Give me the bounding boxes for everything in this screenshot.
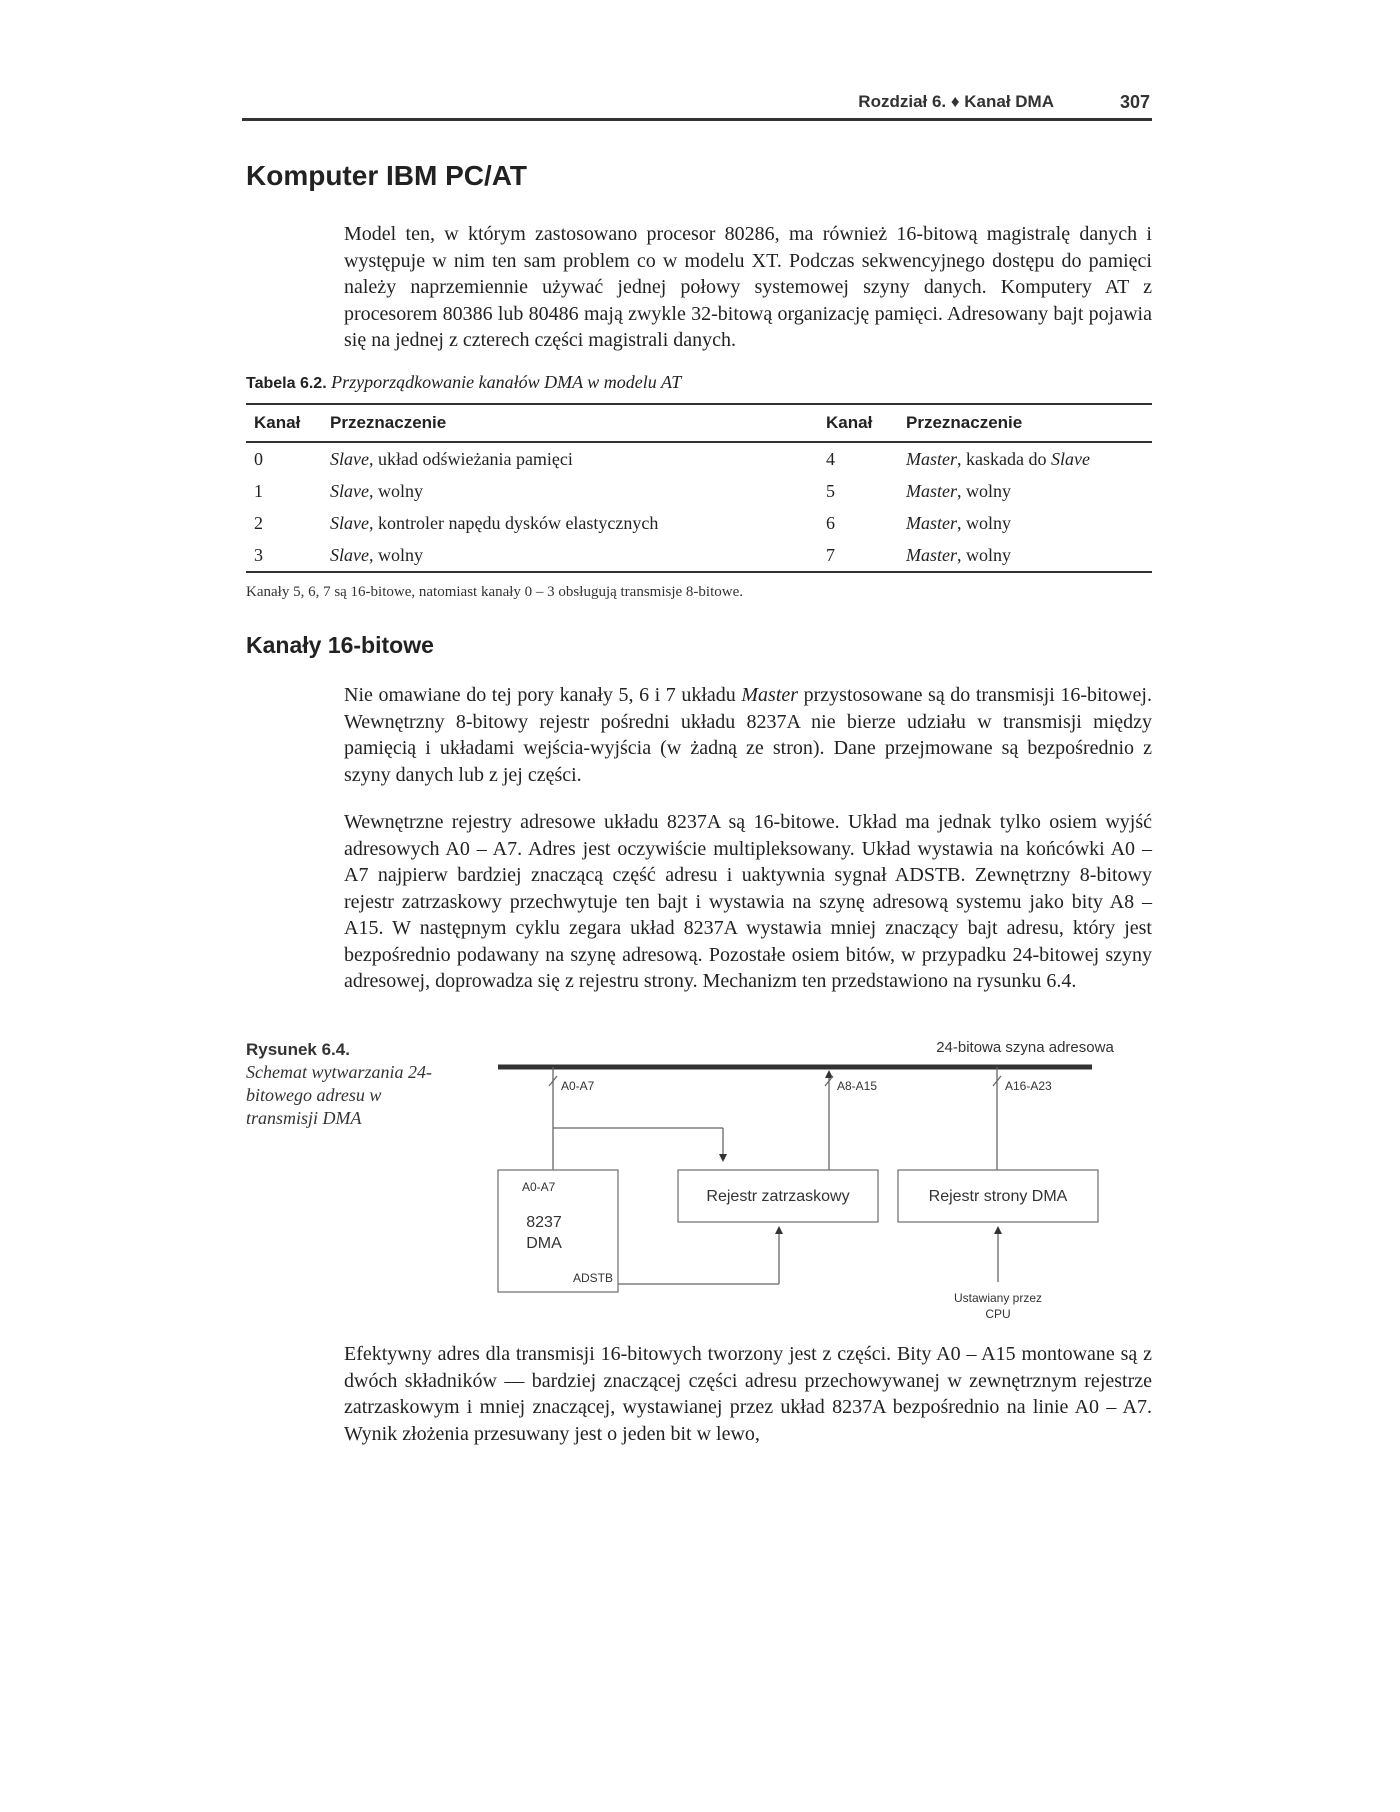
channel-cell: 3 <box>254 544 263 565</box>
tap-label-a8-a15: A8-A15 <box>837 1079 878 1093</box>
channel-cell: 1 <box>254 480 263 501</box>
channel-cell: 2 <box>254 512 263 533</box>
table-caption <box>246 372 681 393</box>
column-header-channel: Kanał <box>254 413 301 432</box>
purpose-cell: Master, kaskada do Slave <box>906 448 1090 469</box>
tap-label-a16-a23: A16-A23 <box>1005 1079 1052 1093</box>
page-number: 307 <box>1119 92 1150 112</box>
table-row <box>246 442 1152 475</box>
dma-channels-table <box>246 403 1152 573</box>
subsection-title: Kanały 16-bitowe <box>246 632 434 658</box>
purpose-cell: Slave, układ odświeżania pamięci <box>330 448 573 469</box>
table-note: Kanały 5, 6, 7 są 16-bitowe, natomiast kanały 0 – 3 obsługują transmisje 8-bitowe. <box>246 584 743 600</box>
bus-label: 24-bitowa szyna adresowa <box>936 1039 1114 1056</box>
chip-pin-adstb: ADSTB <box>572 1271 614 1285</box>
table-caption-text: Przyporządkowanie kanałów DMA w modelu AT <box>331 372 682 392</box>
intro-paragraph: Model ten, w którym zastosowano procesor 80286, ma również 16-bitową magistralę danych i występuje w nim ten sam problem co w modelu XT. Podczas sekwencyjnego dostępu do pamięci należy naprzemiennie używać jednej połowy systemowej szyny danych. Komputery AT z procesorem 80386 lub 80486 mają zwykle 32-bitową organizację pamięci. Adresowany bajt pojawia się na jednej z czterech części magistrali danych. <box>344 223 1152 351</box>
cpu-note-line-2: CPU <box>985 1307 1011 1320</box>
table-row <box>246 507 1152 539</box>
column-header-purpose: Przeznaczenie <box>330 413 447 432</box>
figure-caption <box>246 1038 436 1130</box>
latch-register-label: Rejestr zatrzaskowy <box>706 1188 850 1205</box>
chip-name-dma: DMA <box>526 1235 562 1252</box>
running-header <box>242 90 1152 121</box>
chapter-title: Rozdział 6. ♦ Kanał DMA <box>858 92 1054 111</box>
chip-pin-a0-a7: A0-A7 <box>522 1180 556 1194</box>
purpose-cell: Slave, wolny <box>330 544 423 565</box>
section-title: Komputer IBM PC/AT <box>246 160 528 191</box>
purpose-cell: Slave, wolny <box>330 480 423 501</box>
table-caption-label: Tabela 6.2. <box>246 375 327 392</box>
address-generation-diagram <box>480 1030 1120 1320</box>
purpose-cell: Master, wolny <box>906 512 1011 533</box>
channel-cell: 4 <box>826 448 835 469</box>
tap-label-a0-a7: A0-A7 <box>561 1079 595 1093</box>
column-header-purpose-2: Przeznaczenie <box>906 413 1023 432</box>
figure-caption-text: Schemat wytwarzania 24-bitowego adresu w transmisji DMA <box>246 1062 432 1128</box>
paragraph-16bit-channels: Nie omawiane do tej pory kanały 5, 6 i 7 układu Master przystosowane są do transmisji 16-bitowej. Wewnętrzny 8-bitowy rejestr pośredni układu 8237A nie bierze udziału w transmisji między pamięcią i układami wejścia-wyjścia (w żadną ze stron). Dane przejmowane są bezpośrednio z szyny danych lub z jej części. <box>344 684 1152 786</box>
purpose-cell: Slave, kontroler napędu dysków elastycznych <box>330 512 659 533</box>
page-register-label: Rejestr strony DMA <box>928 1188 1068 1205</box>
channel-cell: 0 <box>254 448 263 469</box>
figure-label: Rysunek 6.4. <box>246 1040 350 1059</box>
channel-cell: 6 <box>826 512 835 533</box>
paragraph-address-registers: Wewnętrzne rejestry adresowe układu 8237A są 16-bitowe. Układ ma jednak tylko osiem wyjść adresowych A0 – A7. Adres jest oczywiście multipleksowany. Układ wystawia na końcówki A0 – A7 najpierw bardziej znaczącą część adresu i uaktywnia sygnał ADSTB. Zewnętrzny 8-bitowy rejestr zatrzaskowy przechwytuje ten bajt i wystawia na szynę adresową systemu jako bity A8 – A15. W następnym cyklu zegara układ 8237A wystawia mniej znaczący bajt adresu, który jest bezpośrednio podawany na szynę adresową. Pozostałe osiem bitów, w przypadku 24-bitowej szyny adresowej, doprowadza się z rejestru strony. Mechanizm ten przedstawiono na rysunku 6.4. <box>344 811 1152 992</box>
purpose-cell: Master, wolny <box>906 480 1011 501</box>
cpu-note-line-1: Ustawiany przez <box>953 1291 1043 1305</box>
table-row <box>246 539 1152 572</box>
table-row <box>246 475 1152 507</box>
column-header-channel-2: Kanał <box>826 413 873 432</box>
channel-cell: 7 <box>826 544 835 565</box>
channel-cell: 5 <box>826 480 835 501</box>
chip-name-8237: 8237 <box>526 1214 562 1231</box>
purpose-cell: Master, wolny <box>906 544 1011 565</box>
table-header-row <box>246 404 1152 442</box>
paragraph-effective-address: Efektywny adres dla transmisji 16-bitowych tworzony jest z części. Bity A0 – A15 montowane są z dwóch składników — bardziej znaczącej części adresu przechowywanej w zewnętrznym rejestrze zatrzaskowym i mniej znaczącej, wystawianej przez układ 8237A bezpośrednio na linie A0 – A7. Wynik złożenia przesuwany jest o jeden bit w lewo, <box>344 1343 1152 1445</box>
